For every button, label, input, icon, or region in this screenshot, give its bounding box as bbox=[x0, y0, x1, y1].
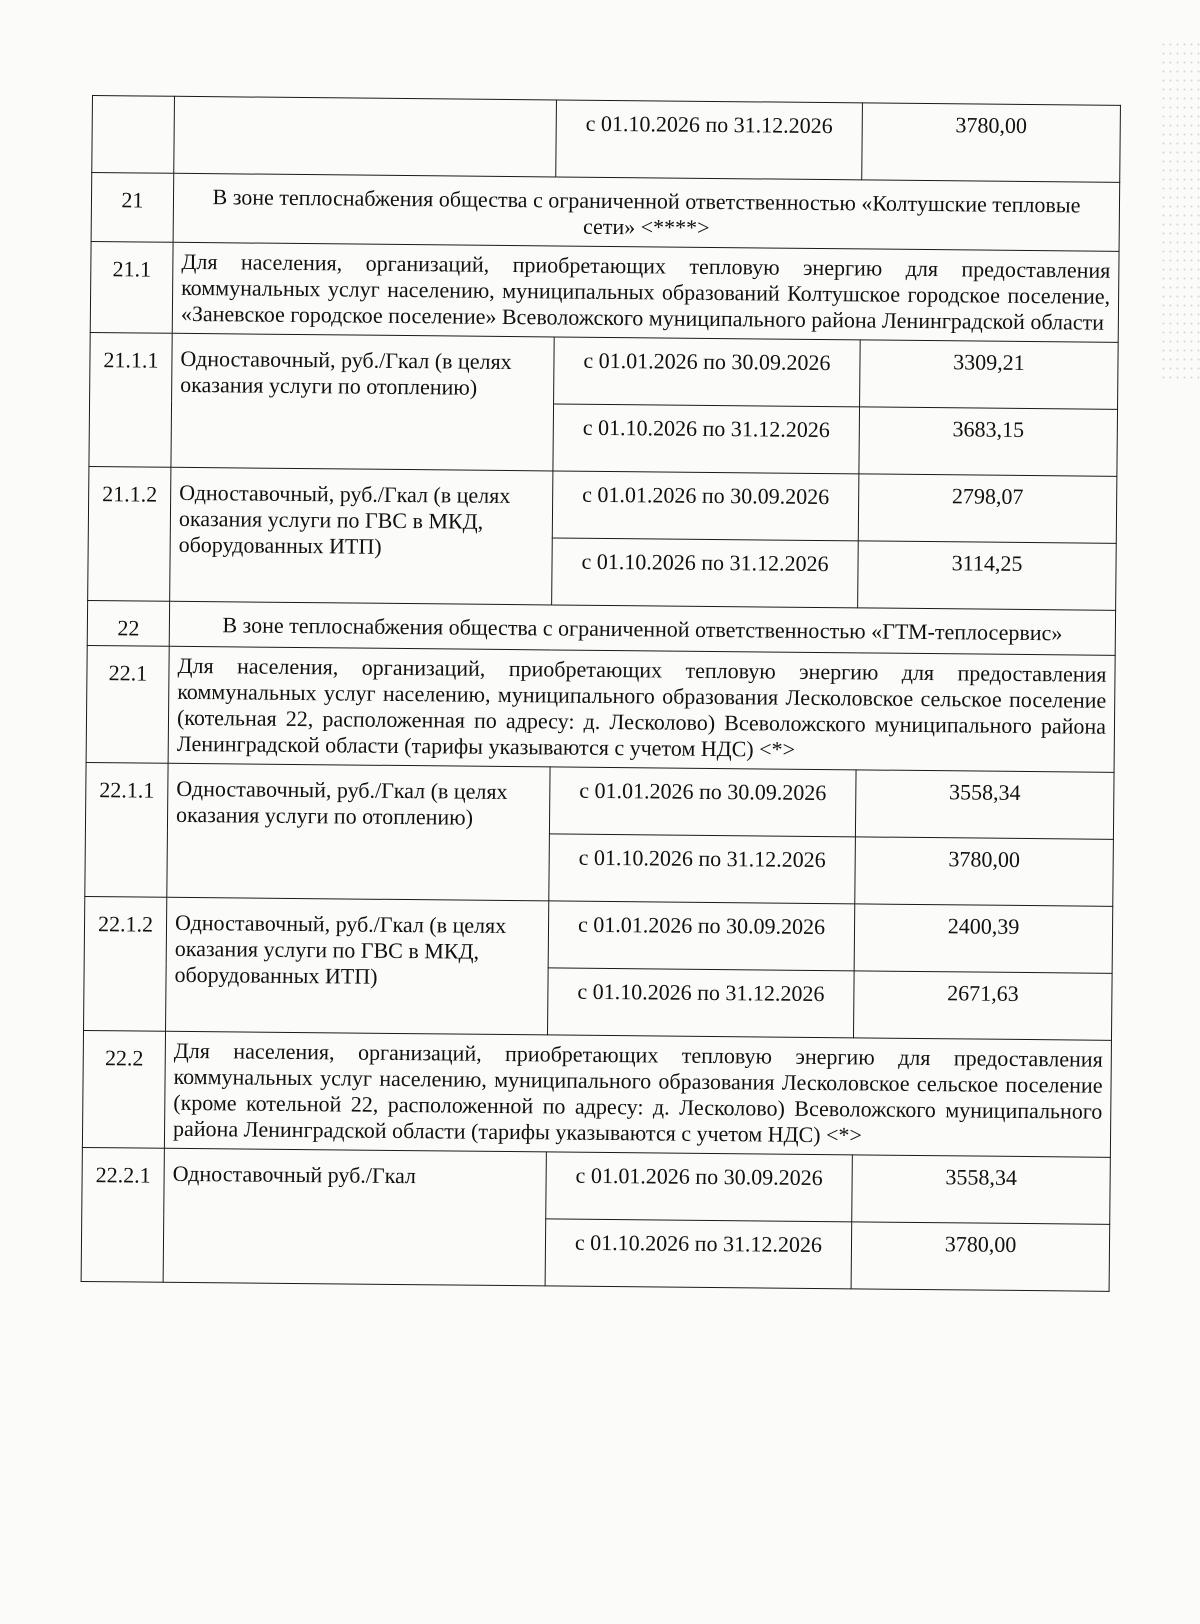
table-row bbox=[86, 645, 1115, 772]
table-row bbox=[82, 1030, 1111, 1157]
table-row bbox=[82, 1147, 1111, 1224]
row-number: 21.1.1 bbox=[89, 332, 172, 467]
zone-heading: В зоне теплоснабжения общества с ограниченной ответственностью «Колтушские тепловые сети» <****> bbox=[173, 173, 1120, 251]
table-row bbox=[88, 466, 1117, 543]
period-cell: с 01.01.2026 по 30.09.2026 bbox=[552, 471, 859, 541]
period-cell: с 01.01.2026 по 30.09.2026 bbox=[549, 767, 856, 837]
row-number: 22.1.1 bbox=[85, 762, 168, 897]
row-number: 22.2 bbox=[82, 1030, 165, 1148]
tariff-value: 3780,00 bbox=[862, 103, 1121, 182]
tariff-type-label: Одноставочный, руб./Гкал (в целях оказания услуги по отоплению) bbox=[171, 333, 554, 471]
tariff-type-label: Одноставочный, руб./Гкал (в целях оказания услуги по ГВС в МКД, оборудованных ИТП) bbox=[166, 897, 549, 1035]
num-cell bbox=[92, 96, 175, 174]
label-cell bbox=[174, 96, 557, 177]
table-row bbox=[84, 896, 1113, 973]
row-number: 22.2.1 bbox=[81, 1147, 164, 1282]
tariff-value: 3309,21 bbox=[860, 340, 1119, 409]
period-cell: с 01.01.2026 по 30.09.2026 bbox=[554, 337, 861, 407]
tariff-type-label: Одноставочный руб./Гкал bbox=[163, 1148, 546, 1286]
zone-heading: В зоне теплоснабжения общества с ограниченной ответственностью «ГТМ-теплосервис» bbox=[169, 601, 1115, 655]
table-row bbox=[85, 762, 1114, 839]
description-text: Для населения, организаций, приобретающих тепловую энергию для предоставления коммунальных услуг населению, муниципального образования Лесколовское сельское поселение (котельная 22, расположенная по адресу: д. Лесколово) Всеволожского муниципального района Ленинградской области (тарифы указываются с учетом НДС) <*> bbox=[176, 652, 1107, 762]
period-cell: с 01.10.2026 по 31.12.2026 bbox=[547, 968, 854, 1038]
period-cell: с 01.10.2026 по 31.12.2026 bbox=[553, 404, 860, 474]
tariff-value: 3558,34 bbox=[855, 770, 1114, 839]
consumer-group-description bbox=[168, 646, 1115, 772]
tariff-type-label: Одноставочный, руб./Гкал (в целях оказания услуги по отоплению) bbox=[167, 763, 550, 901]
row-number: 22.1 bbox=[86, 645, 169, 763]
tariff-value: 3114,25 bbox=[858, 541, 1117, 610]
row-number: 22.1.2 bbox=[84, 896, 167, 1031]
table-row bbox=[92, 96, 1121, 183]
period-cell: с 01.01.2026 по 30.09.2026 bbox=[548, 901, 855, 971]
description-text: Для населения, организаций, приобретающих тепловую энергию для предоставления коммунальных услуг населению, муниципального образования Лесколовское сельское поселение (кроме котельной 22, расположенной по адресу: д. Лесколово) Всеволожского муниципального района Ленинградской области (тарифы указываются с учетом НДС) <*> bbox=[172, 1037, 1103, 1148]
table-row bbox=[90, 241, 1119, 342]
consumer-group-description bbox=[164, 1031, 1111, 1157]
tariff-value: 3780,00 bbox=[855, 837, 1114, 906]
period-cell: с 01.01.2026 по 30.09.2026 bbox=[546, 1152, 853, 1222]
tariff-value: 2798,07 bbox=[858, 474, 1117, 543]
row-number: 22 bbox=[87, 600, 169, 646]
table-row bbox=[91, 173, 1120, 252]
scan-noise bbox=[1160, 40, 1200, 380]
tariff-value: 3780,00 bbox=[851, 1222, 1110, 1291]
period-cell: с 01.10.2026 по 31.12.2026 bbox=[556, 100, 863, 180]
period-cell: с 01.10.2026 по 31.12.2026 bbox=[545, 1219, 852, 1289]
row-number: 21.1.2 bbox=[88, 466, 171, 601]
tariff-value: 2400,39 bbox=[854, 904, 1113, 973]
tariff-type-label: Одноставочный, руб./Гкал (в целях оказания услуги по ГВС в МКД, оборудованных ИТП) bbox=[170, 467, 553, 605]
period-cell: с 01.10.2026 по 31.12.2026 bbox=[552, 538, 859, 608]
row-number: 21.1 bbox=[90, 241, 173, 333]
tariff-value: 3558,34 bbox=[852, 1155, 1111, 1224]
tariff-value: 2671,63 bbox=[853, 971, 1112, 1040]
row-number: 21 bbox=[91, 173, 174, 243]
description-text: Для населения, организаций, приобретающих тепловую энергию для предоставления коммунальных услуг населению, муниципальных образований Колтушское городское поселение, «Заневское городское поселение» Всеволожского муниципального района Ленинградской области bbox=[180, 248, 1111, 335]
tariff-table-sheet bbox=[81, 95, 1120, 1292]
tariff-value: 3683,15 bbox=[859, 407, 1118, 476]
period-cell: с 01.10.2026 по 31.12.2026 bbox=[549, 834, 856, 904]
table-row bbox=[90, 332, 1119, 409]
tariff-table bbox=[81, 95, 1121, 1292]
consumer-group-description bbox=[172, 242, 1119, 342]
